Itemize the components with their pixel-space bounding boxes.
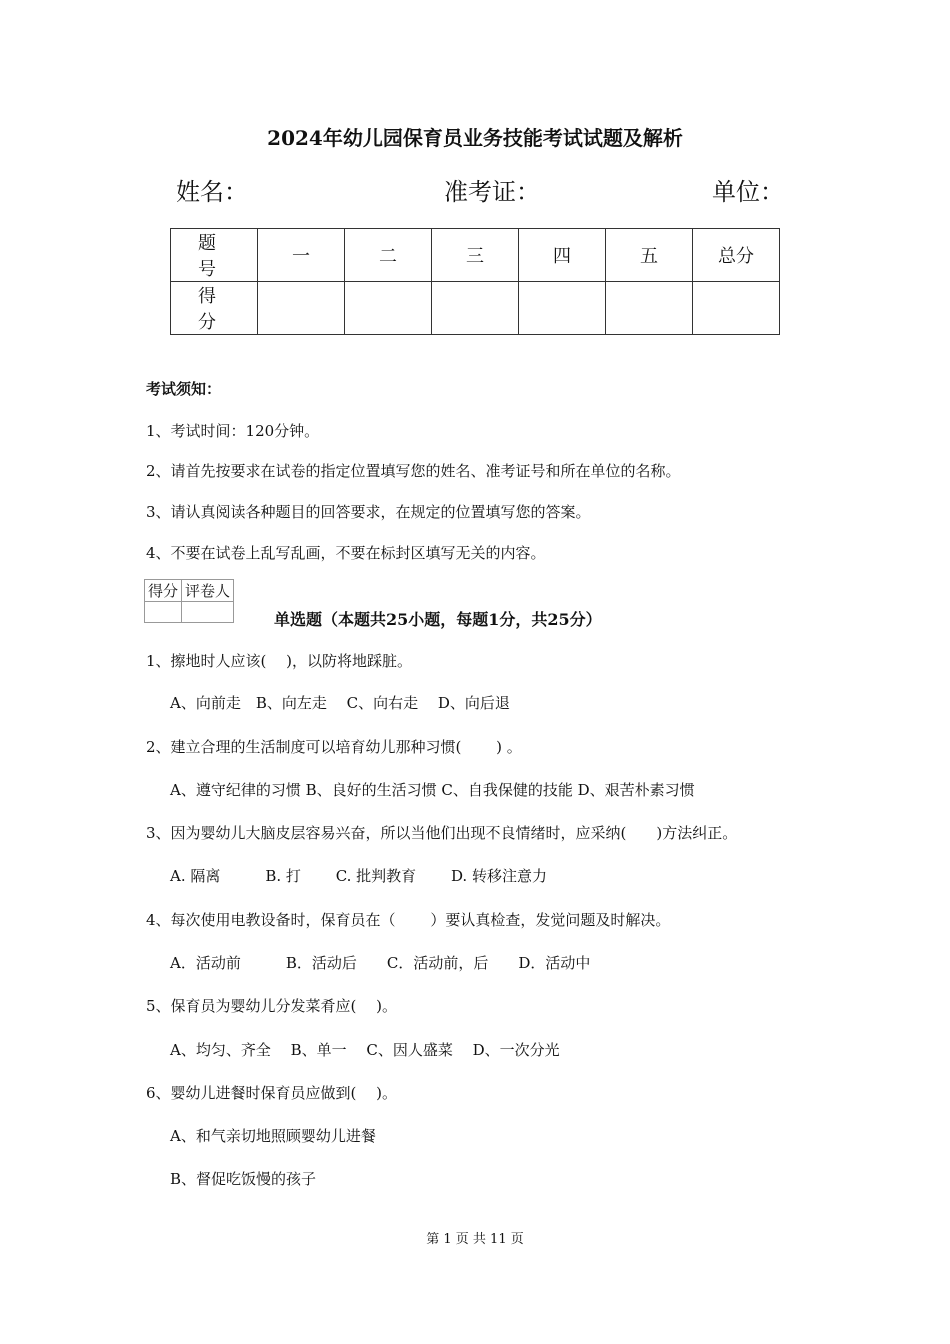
- question-text: 1、擦地时人应该( )，以防将地踩脏。: [146, 652, 413, 670]
- score-row-label: 得 分: [171, 282, 258, 335]
- notice-item: 1、考试时间：120分钟。: [146, 422, 320, 440]
- section-title: 单选题（本题共25小题，每题1分，共25分）: [274, 610, 602, 629]
- grader-name-label: 评卷人: [182, 580, 234, 602]
- question-options: A、和气亲切地照顾婴幼儿进餐: [170, 1127, 376, 1145]
- question-options: A. 隔离 B. 打 C. 批判教育 D. 转移注意力: [170, 867, 547, 885]
- grader-name-cell[interactable]: [182, 602, 234, 623]
- document-title: 2024年幼儿园保育员业务技能考试试题及解析: [267, 126, 683, 150]
- question-options: A．活动前 B．活动后 C．活动前，后 D．活动中: [170, 954, 591, 972]
- question-options: A、均匀、齐全 B、单一 C、因人盛菜 D、一次分光: [170, 1041, 560, 1059]
- notice-item: 4、不要在试卷上乱写乱画，不要在标封区填写无关的内容。: [146, 544, 546, 562]
- grader-box: [144, 579, 234, 623]
- exam-number-field-label: 准考证：: [444, 178, 540, 206]
- notice-item: 2、请首先按要求在试卷的指定位置填写您的姓名、准考证号和所在单位的名称。: [146, 462, 681, 480]
- score-table-header-cell: 总分: [693, 229, 780, 282]
- grader-score-label: 得分: [145, 580, 182, 602]
- score-table-header-cell: 五: [606, 229, 693, 282]
- score-table-header-row: [171, 229, 780, 282]
- score-table: [170, 228, 780, 335]
- question-text: 4、每次使用电教设备时，保育员在（ ）要认真检查，发觉问题及时解决。: [146, 911, 671, 929]
- grader-score-cell[interactable]: [145, 602, 182, 623]
- score-input-cell[interactable]: [519, 282, 606, 335]
- score-table-score-row: [171, 282, 780, 335]
- question-text: 5、保育员为婴幼儿分发菜肴应( )。: [146, 997, 398, 1015]
- score-input-cell[interactable]: [693, 282, 780, 335]
- score-input-cell[interactable]: [345, 282, 432, 335]
- question-options: A、遵守纪律的习惯 B、良好的生活习惯 C、自我保健的技能 D、艰苦朴素习惯: [170, 781, 695, 799]
- score-input-cell[interactable]: [258, 282, 345, 335]
- score-table-header-cell: 一: [258, 229, 345, 282]
- score-table-header-cell: 四: [519, 229, 606, 282]
- question-text: 6、婴幼儿进餐时保育员应做到( )。: [146, 1084, 398, 1102]
- score-input-cell[interactable]: [606, 282, 693, 335]
- score-table-header-cell: 二: [345, 229, 432, 282]
- name-field-label: 姓名：: [176, 178, 248, 206]
- score-table-header-cell: 三: [432, 229, 519, 282]
- score-table-header-cell: 题 号: [171, 229, 258, 282]
- question-text: 2、建立合理的生活制度可以培育幼儿那种习惯( ) 。: [146, 738, 522, 756]
- unit-field-label: 单位：: [712, 178, 784, 206]
- question-option-b: B、督促吃饭慢的孩子: [170, 1170, 317, 1188]
- page-footer: 第 1 页 共 11 页: [426, 1232, 524, 1247]
- notice-heading: 考试须知：: [146, 380, 222, 398]
- question-options: A、向前走 B、向左走 C、向右走 D、向后退: [170, 694, 510, 712]
- score-input-cell[interactable]: [432, 282, 519, 335]
- notice-item: 3、请认真阅读各种题目的回答要求，在规定的位置填写您的答案。: [146, 503, 591, 521]
- question-text: 3、因为婴幼儿大脑皮层容易兴奋，所以当他们出现不良情绪时，应采纳( )方法纠正。: [146, 824, 738, 842]
